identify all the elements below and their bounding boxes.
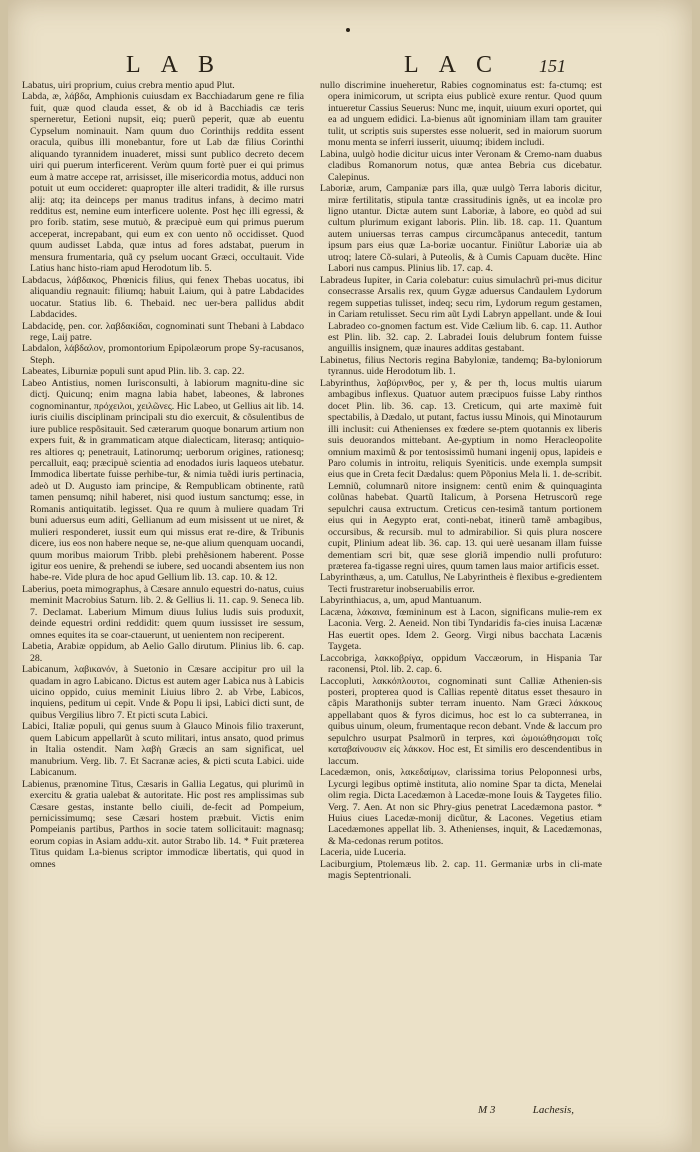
- dictionary-entry: Labeo Antistius, nomen Iurisconsulti, à labiorum magnitu-dine sic dictj. Quicunq; enim magna labia habet, labeones, & labrones cognominantur, πρόχειλοι, χειλῶνες. Hic Labeo, ut Gellius ait lib. 14. iuris ciuilis disciplinam principali stu dio exercuit, & cõsulentibus de iure publice respõsitauit. Sed cæterarum quoque bonarum artium non expers fuit, & in grammaticam atque dialecticam, literasq; antiquio-res altiores q; penetrauit, Latinorumq; uerborum origines, rationesq; percalluit, eaq; præcipuè scientia ad enodados iuris laqueos utebatur. Immodica libertate fuisse perhibe-tur, & nimia tuẽdi iuris pertinacia, adeò ut D. Augusto iam principe, & Rempublicam obtinente, ratũ tamen pensumq; nihil haberet, nisi quod iustum sanctumq; esse, in Romanis antiquitatib. legisset. Qua re quum à muliere quadam Tri buni aduersus eum aditi, Gellianum ad eum misissent ut ue niret, & mulieri responderet, iussit eum qui missus erat re-dire, & Tribunis dicere, ius eos non habere neque se, ne-que alium quenquam uocandi, quum moribus maiorum Tribb. plebi prehẽsionem haberent. Posse igitur eos uenire, & prehendi se iubere, sed uocandi absentem ius non habe-re. Vide plura de hoc apud Gellium lib. 13. cap. 10. & 12.: [22, 377, 304, 584]
- dictionary-entry: Labyrinthiacus, a, um, apud Mantuanum.: [320, 595, 482, 607]
- dictionary-entry: Labici, Italiæ populi, qui genus suum à Glauco Minois filio traxerunt, quem Labicum appellarũt à scuto militari, intus ansato, quod primus in Italia ostendit. Nam λαβὴ Græcis an sam significat, uel manubrium. Verg. lib. 7. Et Sacranæ acies, & picti scuta Labici. uide Labicanum.: [22, 721, 304, 779]
- dictionary-entry: Laccobriga, λακκοβρίγα, oppidum Vaccæorum, in Hispania Tar raconensi, Ptol. lib. 2. cap. 6.: [320, 652, 602, 676]
- dictionary-entry: Labdacidę, pen. cor. λαβδακίδαι, cognominati sunt Thebani à Labdaco rege, Laij patre.: [22, 320, 304, 343]
- right-column: [320, 80, 602, 1098]
- dictionary-entry: Labdalon, λάβδαλον, promontorium Epipolæorum prope Sy-racusanos, Steph.: [22, 343, 304, 366]
- dictionary-entry: Labyrinthæus, a, um. Catullus, Ne Labyrintheis è flexibus e-gredientem Tecti frustraretur inobseruabilis error.: [320, 572, 602, 595]
- page: [8, 0, 692, 1152]
- dictionary-entry: Labicanum, λαβικανόν, à Suetonio in Cæsare accipitur pro uil la quadam in agro Labicano. Dictus est autem ager Labica nus à Labicis uicino oppido, cuius meminit Liuius libro 2. ab Vrbe, Labicos, inquiens, peditum ui cepit. Vnde & Popu li ipsi, Labici dicti sunt, de quibus Vergilius libro 7. Et picti scuta Labici.: [22, 664, 304, 721]
- dictionary-entry: Labetia, Arabiæ oppidum, ab Aelio Gallo dirutum. Plinius lib. 6. cap. 28.: [22, 641, 304, 664]
- dictionary-entry: Lacedæmon, onis, λακεδαίμων, clarissima torius Peloponnesi urbs, Lycurgi legibus optimè instituta, alio nomine Spar ta dicta, Menelai olim regia. Dicta Lacedæmon à Lacedæ-mone Iouis & Taygetes filio. Verg. 7. Aen. At non sic Phry-gius penetrat Lacedæmona pastor. * Huius ciues Lacedæ-monij dicũtur, & Lacones. Vegetius etiam Lacedæmones appellat lib. 3. Athenienses, inquit, & Lacedæmonas, & Ma-cedonas rerum potitos.: [320, 767, 602, 847]
- dictionary-entry: Laberius, poeta mimographus, à Cæsare annulo equestri do-natus, cuius meminit Macrobius Saturn. lib. 2. & Gellius li. 11. cap. 9. Seneca lib. 7. Declamat. Laberium Mimum diuus Iulius ludis suis produxit, deinde equestri ordini reddidit: quem quum iussisset ire sessum, omnes equites ita se coar-ctauerunt, ut uenientem non reciperent.: [22, 583, 304, 641]
- header-left: LAB: [126, 52, 234, 78]
- dictionary-entry: Labeates, Liburniæ populi sunt apud Plin. lib. 3. cap. 22.: [22, 366, 245, 378]
- dictionary-entry: Labradeus Iupiter, in Caria colebatur: cuius simulachrũ pri-mus dicitur consecrasse Arsalis rex, quum Gygæ aduersus Candaulem Lydorum regem suppetias tulisset, indeq; secu rim, Lydorum regum gestamen, in Cariam retulisset. Secu rim aũt Lydi Labryn appellant. unde & Ioui Labradeo co-gnomen factum est. Vide Cælium lib. 6. cap. 11. Author est Plin. lib. 32. cap. 2. Labradei Iouis delubrum fontem fuisse anguillis insignem, quæ inaures additas gestabant.: [320, 274, 602, 355]
- dictionary-entry: Labatus, uiri proprium, cuius crebra mentio apud Plut.: [22, 80, 235, 91]
- page-number: 151: [539, 56, 566, 76]
- dictionary-entry: Labyrinthus, λαβύρινθος, per y, & per th, locus multis uiarum ambagibus inflexus. Quatuor autem præcipuos fuisse Laby rinthos docet Plin. lib. 36. cap. 13. Creticum, qui arte maximè fuit spectabilis, à Dædalo, ut putant, factus iussu Minois, qui Minotaurum illi inclusit: cui Athenienses ex fœdere se-ptem quotannis ex liberis suis deuorandos mittebant. Ae-gyptium in nomo Heracleopolite omnium maximũ & por tentosissimũ humani ingenij opus, lapideis e Paro columis in introitu, reliquis Syeniticis. unde exempla sumpsit eius que in Creta fecit Dædalus: quem Põponius Mela li. 1. de-scribit. Lemniũ, columnarũ nitore insignem: centũ enim & quinquaginta colũnas habebat. Quartũ Italicum, à Porsena Hetruscorũ rege sepulchri causa extructum. Creticus cen-tesimã tantum portionem eius qui in Aegypto erat, conti-nebat, itinerũ tamẽ ambagibus, occursibus, & recursib. mul to admirabilior. Si quis plura noscere cupit, Plinium adeat lib. 36. cap. 13. qui uerè uesanam illam fuisse dementiam scri bit, quæ sese gloriã impendio nulli profuturo: præterea fa-tigasse regni uires, quum tamen laus maior artificis esset.: [320, 377, 602, 573]
- dictionary-entry: Labienus, prænomine Titus, Cæsaris in Gallia Legatus, qui plurimũ in exercitu & gratia ualebat & autoritate. Hic post res amplissimas sub Cæsare gestas, instante bello ciuili, de-fecit ad Pompeium, pernicissimumq; sese Cæsari hostem præbuit. Victis enim Pompeianis partibus, Parthos in socie tatem sollicitauit: magnasq; eorum copias in Asiam addu-xit. autor Strabo lib. 14. * Fuit præterea Titus quidam La-bienus scriptor immodicæ libertatis, qui quod in omnes: [22, 778, 304, 870]
- dictionary-entry: Labdacus, λάβδακος, Phœnicis filius, qui fenex Thebas uocatus, ibi aliquandiu regnauit: filiumq; habuit Laium, qui à patre Labdacides uocatur. Statius lib. 6. Thebaid. nec uer-bera pallidus abdit Labdacides.: [22, 274, 304, 321]
- dictionary-entry: Laccopluti, λακκόπλουτοι, cognominati sunt Calliæ Athenien-sis posteri, propterea quod is Callias repentè ditatus esset thesauro in cãpis Marathonijs subter terram inuento. Nam Græci λάκκους appellabant quos & fyros dicimus, hoc est lo ca subterranea, in quibus uinum, oleum, frumentaque recon debant. Vnde & laccum pro sepulchro usurpat Psalmorũ in terpres, καὶ ὡμοιώθησομαι τοῖς καταβαίνουσιν εἰς λάκκον. Hoc est, Et similis ero descendentibus in laccum.: [320, 675, 602, 767]
- left-column: [22, 80, 304, 1098]
- dictionary-entry: Labda, æ, λάβδα, Amphionis cuiusdam ex Bacchiadarum gene re filia fuit, quæ quod clauda esset, & ob id à Bacchiadis cæ teris sperneretur, Eetioni nupsit, eiq; puerũ peperit, quæ ab euentu Cypselum nominauit. Nam quum duo Corinthijs reddita essent oracula, quibus illi monebantur, fore ut Lab dæ filius Corinthi aliquando tyrannidem inuaderet, missi sunt publico decreto decem uiri qui puerum interficerent. Verùm quum fortè puer ei qui primus eum à matre accepe rat, arrisisset, ille misericordia motus, adduci non potuit ut eum occideret: quapropter ille alteri tradidit, & ille rursus alij: atq; ita deinceps per manus traditus infans, à decimo matri redditus est, nemine eum interficere uolente. Post hęc illi egressi, & pro forib. statim, sese mutuò, & præcipuè eum qui primus puerum acceperat, increpabant, qui eum ex con uento nõ occidisset. Quod quum audisset Labda, quæ intus ad fores adstabat, puerum in mensura frumentaria, quã cy pselum uocant Græci, occultauit. Vide Latius hanc histo-riam apud Herodotum lib. 5.: [22, 91, 304, 275]
- dictionary-entry: Laciburgium, Ptolemæus lib. 2. cap. 11. Germaniæ urbs in cli-mate magis Septentrionali.: [320, 858, 602, 882]
- header-right: LAC: [404, 52, 512, 78]
- catchword: Lachesis,: [532, 1104, 574, 1116]
- dictionary-entry: Laceria, uide Luceria.: [320, 847, 406, 859]
- ink-dot: [346, 28, 350, 32]
- dictionary-entry: nullo discrimine inueheretur, Rabies cognominatus est: fa-ctumq; est opera inimicorum, ut scripta eius publicè exure rentur. Quod quum intueretur Cassius Seuerus: Nunc me, inquit, uiuum exuri oportet, qui ea ad unguem edidici. La-bienus aũt ignominiam illam tam grauiter tulit, ut scriptis suis superstes esse noluerit, sed in maiorum suorum monu menta se inferri iusserit, uiuumq; ibidem includi.: [320, 80, 602, 149]
- dictionary-entry: Labinetus, filius Nectoris regina Babyloniæ, tandemq; Ba-byloniorum tyrannus. uide Herodotum lib. 1.: [320, 354, 602, 378]
- signature-mark: M 3: [478, 1104, 496, 1116]
- dictionary-entry: Labina, uulgò hodie dicitur uicus inter Veronam & Cremo-nam duabus cladibus Romanorum notus, quæ antea Bebria cus dicebatur. Calepinus.: [320, 148, 602, 183]
- dictionary-entry: Laboriæ, arum, Campaniæ pars illa, quæ uulgò Terra laboris dicitur, miræ fertilitatis, stipula tantæ crassitudinis ignẽs, ut ea incolæ pro ligno utantur. Dictæ autem sunt Laboriæ, à labore, eo quòd ad sui cultum plurimum exigant laboris. Plin. lib. 18. cap. 11. Quantum autem uniuersas terras campus circumcãpanus antecedit, tantum ipsum pars eius quæ La-boriæ uocantur. Finiũtur Laboriæ uia ab utroq; latere Cõ-sulari, à Puteolis, & à Cumis Capuam ducẽte. Hinc Labori nus campus. Plinius lib. 17. cap. 4.: [320, 183, 602, 275]
- dictionary-entry: Lacæna, λάκαινα, fœmininum est à Lacon, significans mulie-rem ex Laconia. Verg. 2. Aeneid. Non tibi Tyndaridis fa-cies inuisa Lacænæ Has euertit opes. Idem 2. Georg. Virgi nibus bacchata Lacænis Taygeta.: [320, 606, 602, 653]
